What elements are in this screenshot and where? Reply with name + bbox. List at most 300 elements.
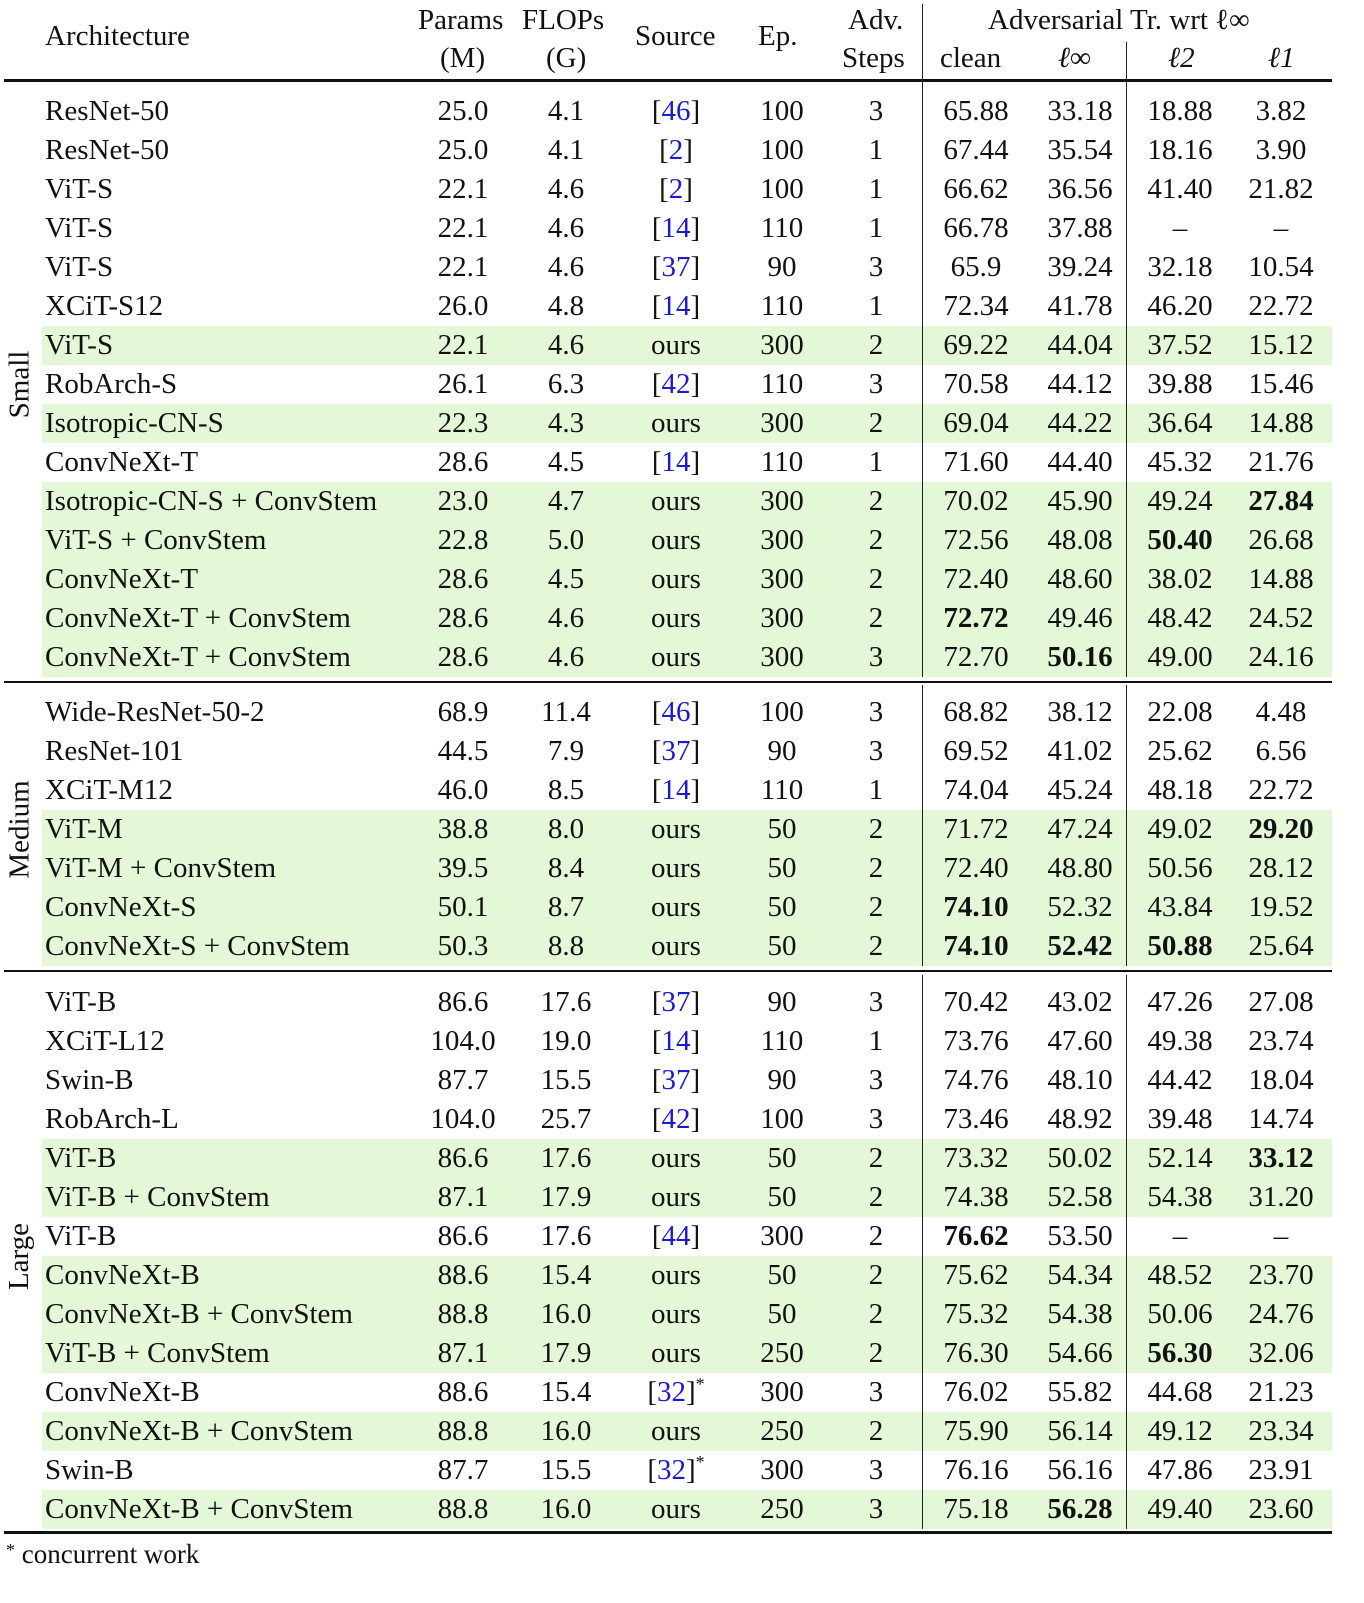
- cell-ep: 90: [767, 735, 797, 767]
- cell-ep: 300: [760, 602, 804, 634]
- cell-l2: 47.26: [1147, 986, 1213, 1018]
- cell-ep: 110: [760, 1025, 804, 1057]
- cell-l2: 49.00: [1147, 641, 1213, 673]
- cell-params: 22.1: [437, 173, 489, 205]
- cell-l1: 24.16: [1248, 641, 1314, 673]
- cell-l1: 27.08: [1248, 986, 1314, 1018]
- cell-architecture: ResNet-50: [45, 95, 170, 127]
- citation-link[interactable]: 37: [661, 1064, 691, 1096]
- cell-params: 88.8: [437, 1415, 489, 1447]
- cell-steps: 1: [868, 774, 884, 806]
- cell-source: [46]: [651, 696, 701, 728]
- cell-linf: 48.60: [1047, 563, 1113, 595]
- citation-link[interactable]: 37: [661, 251, 691, 283]
- header-flops-unit: (G): [546, 42, 587, 74]
- cell-ep: 110: [760, 774, 804, 806]
- column-divider: [1126, 82, 1127, 677]
- cell-linf: 47.60: [1047, 1025, 1113, 1057]
- cell-architecture: ViT-S: [45, 329, 114, 361]
- cell-linf: 53.50: [1047, 1220, 1113, 1252]
- cell-l2: 50.06: [1147, 1298, 1213, 1330]
- cell-ep: 250: [760, 1415, 804, 1447]
- cell-flops: 4.7: [547, 485, 585, 517]
- cell-source: [37]: [651, 1064, 701, 1096]
- cell-architecture: ConvNeXt-B + ConvStem: [45, 1415, 353, 1447]
- cell-architecture: ViT-M: [45, 813, 123, 845]
- cell-params: 28.6: [437, 563, 489, 595]
- header-clean: clean: [940, 42, 1002, 74]
- table-row: [4, 404, 1332, 443]
- cell-clean: 68.82: [943, 696, 1009, 728]
- column-divider: [1126, 685, 1127, 966]
- cell-linf: 50.02: [1047, 1142, 1113, 1174]
- cell-steps: 2: [868, 1337, 884, 1369]
- cell-steps: 2: [868, 1181, 884, 1213]
- cell-l2: 48.42: [1147, 602, 1213, 634]
- cell-l1: 23.74: [1248, 1025, 1314, 1057]
- cell-steps: 3: [868, 1376, 884, 1408]
- cell-l2: 48.18: [1147, 774, 1213, 806]
- cell-architecture: Swin-B: [45, 1064, 134, 1096]
- cell-flops: 4.6: [547, 251, 585, 283]
- cell-flops: 4.6: [547, 641, 585, 673]
- cell-flops: 16.0: [540, 1298, 592, 1330]
- cell-l1: 23.60: [1248, 1493, 1314, 1525]
- cell-source: ours: [651, 1181, 701, 1213]
- cell-flops: 4.6: [547, 173, 585, 205]
- table-row: [4, 170, 1332, 209]
- citation-link[interactable]: 42: [661, 1103, 691, 1135]
- cell-params: 25.0: [437, 134, 489, 166]
- header-source: Source: [635, 20, 716, 52]
- table-row: [4, 326, 1332, 365]
- citation-link[interactable]: 32: [657, 1454, 686, 1486]
- cell-ep: 300: [760, 1454, 804, 1486]
- cell-l1: 22.72: [1248, 290, 1314, 322]
- cell-ep: 300: [760, 485, 804, 517]
- table-row: [4, 1412, 1332, 1451]
- cell-l1: 32.06: [1248, 1337, 1314, 1369]
- cell-ep: 100: [760, 95, 804, 127]
- cell-ep: 250: [760, 1493, 804, 1525]
- section-medium: [4, 693, 1332, 966]
- cell-ep: 50: [767, 891, 797, 923]
- cell-steps: 2: [868, 1298, 884, 1330]
- cell-params: 28.6: [437, 641, 489, 673]
- cell-linf: 52.42: [1047, 930, 1113, 962]
- cell-steps: 2: [868, 930, 884, 962]
- cell-l1: 21.82: [1248, 173, 1314, 205]
- cell-linf: 56.16: [1047, 1454, 1113, 1486]
- cell-ep: 250: [760, 1337, 804, 1369]
- cell-linf: 48.10: [1047, 1064, 1113, 1096]
- cell-l1: 27.84: [1248, 485, 1314, 517]
- cell-l2: 18.16: [1147, 134, 1213, 166]
- cell-steps: 1: [868, 212, 884, 244]
- cell-steps: 2: [868, 485, 884, 517]
- cell-clean: 70.02: [943, 485, 1009, 517]
- cell-clean: 71.60: [943, 446, 1009, 478]
- citation-link[interactable]: 46: [661, 696, 691, 728]
- cell-clean: 65.9: [950, 251, 1002, 283]
- cell-clean: 76.30: [943, 1337, 1009, 1369]
- cell-linf: 48.80: [1047, 852, 1113, 884]
- cell-l1: 23.91: [1248, 1454, 1314, 1486]
- header-params: Params: [418, 4, 504, 36]
- section-small: [4, 92, 1332, 677]
- cell-linf: 44.12: [1047, 368, 1113, 400]
- cell-architecture: ViT-M + ConvStem: [45, 852, 277, 884]
- citation-link[interactable]: 14: [661, 1025, 691, 1057]
- citation-link[interactable]: 14: [661, 774, 691, 806]
- cell-source: [14]: [651, 1025, 701, 1057]
- cell-ep: 110: [760, 290, 804, 322]
- cell-l1: 3.82: [1255, 95, 1307, 127]
- cell-linf: 54.38: [1047, 1298, 1113, 1330]
- cell-params: 87.7: [437, 1064, 489, 1096]
- table-row: [4, 599, 1332, 638]
- citation-link[interactable]: 44: [661, 1220, 691, 1252]
- table-row: [4, 1100, 1332, 1139]
- table-row: [4, 443, 1332, 482]
- cell-source: ours: [651, 1493, 701, 1525]
- cell-architecture: ViT-B: [45, 1142, 117, 1174]
- table-row: [4, 1490, 1332, 1529]
- cell-source: ours: [651, 329, 701, 361]
- cell-l2: 49.38: [1147, 1025, 1213, 1057]
- cell-linf: 56.14: [1047, 1415, 1113, 1447]
- cell-l1: 31.20: [1248, 1181, 1314, 1213]
- cell-params: 50.1: [437, 891, 489, 923]
- citation-link[interactable]: 37: [661, 986, 691, 1018]
- cell-steps: 2: [868, 602, 884, 634]
- cell-clean: 72.40: [943, 852, 1009, 884]
- cell-source: ours: [651, 1259, 701, 1291]
- cell-clean: 66.78: [943, 212, 1009, 244]
- cell-l1: 4.48: [1255, 696, 1307, 728]
- header-rule: [4, 79, 1332, 82]
- cell-steps: 2: [868, 1415, 884, 1447]
- footnote-text: concurrent work: [21, 1539, 200, 1569]
- cell-params: 28.6: [437, 602, 489, 634]
- cell-source: [46]: [651, 95, 701, 127]
- cell-ep: 300: [760, 641, 804, 673]
- cell-source: [32]*: [647, 1452, 705, 1486]
- cell-l1: 19.52: [1248, 891, 1314, 923]
- cell-flops: 6.3: [547, 368, 585, 400]
- cell-clean: 76.62: [943, 1220, 1009, 1252]
- cell-steps: 2: [868, 407, 884, 439]
- cell-flops: 8.7: [547, 891, 585, 923]
- cell-flops: 8.8: [547, 930, 585, 962]
- cell-l1: –: [1273, 1220, 1289, 1252]
- cell-steps: 3: [868, 986, 884, 1018]
- cell-l1: 21.23: [1248, 1376, 1314, 1408]
- cell-architecture: RobArch-L: [45, 1103, 179, 1135]
- cell-ep: 100: [760, 696, 804, 728]
- cell-clean: 73.46: [943, 1103, 1009, 1135]
- cell-params: 87.7: [437, 1454, 489, 1486]
- cell-l2: 46.20: [1147, 290, 1213, 322]
- table-row: [4, 1061, 1332, 1100]
- table-row: [4, 92, 1332, 131]
- cell-flops: 7.9: [547, 735, 585, 767]
- cell-architecture: ViT-S: [45, 173, 114, 205]
- cell-flops: 4.1: [547, 95, 585, 127]
- citation-link[interactable]: 14: [661, 446, 691, 478]
- cell-linf: 52.58: [1047, 1181, 1113, 1213]
- cell-architecture: ConvNeXt-T: [45, 446, 199, 478]
- citation-link[interactable]: 2: [668, 173, 684, 205]
- cell-clean: 73.76: [943, 1025, 1009, 1057]
- cell-linf: 43.02: [1047, 986, 1113, 1018]
- cell-source: [14]: [651, 290, 701, 322]
- section-rule: [4, 970, 1332, 972]
- citation-link[interactable]: 14: [661, 212, 691, 244]
- cell-clean: 69.04: [943, 407, 1009, 439]
- cell-l2: –: [1172, 212, 1188, 244]
- section-label-large: Large: [3, 1222, 36, 1290]
- cell-ep: 300: [760, 1376, 804, 1408]
- cell-steps: 3: [868, 641, 884, 673]
- cell-params: 87.1: [437, 1181, 489, 1213]
- cell-architecture: ViT-B + ConvStem: [45, 1181, 270, 1213]
- cell-l1: 3.90: [1255, 134, 1307, 166]
- cell-steps: 2: [868, 1142, 884, 1174]
- cell-flops: 17.6: [540, 1220, 592, 1252]
- cell-l2: 36.64: [1147, 407, 1213, 439]
- cell-linf: 47.24: [1047, 813, 1113, 845]
- cell-ep: 90: [767, 251, 797, 283]
- cell-linf: 49.46: [1047, 602, 1113, 634]
- cell-l2: 22.08: [1147, 696, 1213, 728]
- cell-ep: 90: [767, 986, 797, 1018]
- cell-l2: 54.38: [1147, 1181, 1213, 1213]
- cell-params: 88.6: [437, 1259, 489, 1291]
- cell-l1: 14.74: [1248, 1103, 1314, 1135]
- cell-l1: 26.68: [1248, 524, 1314, 556]
- table-row: [4, 693, 1332, 732]
- cell-source: [14]: [651, 212, 701, 244]
- cell-l1: 14.88: [1248, 563, 1314, 595]
- cell-clean: 69.22: [943, 329, 1009, 361]
- cell-clean: 73.32: [943, 1142, 1009, 1174]
- cell-source: ours: [651, 1415, 701, 1447]
- cell-params: 88.8: [437, 1298, 489, 1330]
- cell-steps: 3: [868, 1103, 884, 1135]
- cell-flops: 4.6: [547, 602, 585, 634]
- header-epochs: Ep.: [758, 20, 798, 52]
- cell-architecture: ConvNeXt-T + ConvStem: [45, 641, 351, 673]
- cell-linf: 54.66: [1047, 1337, 1113, 1369]
- cell-l2: 49.40: [1147, 1493, 1213, 1525]
- cell-architecture: ConvNeXt-B: [45, 1376, 200, 1408]
- cell-ep: 100: [760, 1103, 804, 1135]
- citation-link[interactable]: 46: [661, 95, 691, 127]
- cell-source: [37]: [651, 251, 701, 283]
- cell-l1: –: [1273, 212, 1289, 244]
- citation-link[interactable]: 2: [668, 134, 684, 166]
- table-row: [4, 1451, 1332, 1490]
- cell-clean: 70.42: [943, 986, 1009, 1018]
- cell-steps: 2: [868, 891, 884, 923]
- cell-clean: 69.52: [943, 735, 1009, 767]
- cell-source: [42]: [651, 368, 701, 400]
- cell-clean: 70.58: [943, 368, 1009, 400]
- cell-steps: 3: [868, 95, 884, 127]
- cell-architecture: ViT-B + ConvStem: [45, 1337, 270, 1369]
- citation-link[interactable]: 42: [661, 368, 691, 400]
- cell-architecture: ConvNeXt-S + ConvStem: [45, 930, 350, 962]
- citation-link[interactable]: 37: [661, 735, 691, 767]
- cell-flops: 4.5: [547, 563, 585, 595]
- header-adv: Adv.: [848, 4, 904, 36]
- cell-clean: 72.40: [943, 563, 1009, 595]
- table-row: [4, 482, 1332, 521]
- cell-source: [2]: [659, 173, 693, 205]
- cell-source: [2]: [659, 134, 693, 166]
- cell-steps: 3: [868, 1064, 884, 1096]
- cell-l1: 21.76: [1248, 446, 1314, 478]
- table-row: [4, 521, 1332, 560]
- cell-source: ours: [651, 891, 701, 923]
- cell-steps: 2: [868, 329, 884, 361]
- cell-ep: 100: [760, 134, 804, 166]
- table-row: [4, 1295, 1332, 1334]
- cell-params: 22.1: [437, 251, 489, 283]
- footnote: [6, 1539, 199, 1570]
- cell-ep: 50: [767, 1181, 797, 1213]
- citation-link[interactable]: 32: [657, 1376, 686, 1408]
- cell-params: 46.0: [437, 774, 489, 806]
- cell-architecture: ConvNeXt-T + ConvStem: [45, 602, 351, 634]
- cell-flops: 17.9: [540, 1337, 592, 1369]
- cell-linf: 50.16: [1047, 641, 1113, 673]
- table-row: [4, 638, 1332, 677]
- cell-flops: 17.6: [540, 986, 592, 1018]
- cell-l1: 23.34: [1248, 1415, 1314, 1447]
- table-row: [4, 732, 1332, 771]
- header-architecture: Architecture: [45, 20, 190, 52]
- cell-flops: 4.1: [547, 134, 585, 166]
- cell-flops: 5.0: [547, 524, 585, 556]
- cell-ep: 50: [767, 1259, 797, 1291]
- table-row: [4, 1022, 1332, 1061]
- cell-params: 104.0: [430, 1025, 496, 1057]
- cell-clean: 75.32: [943, 1298, 1009, 1330]
- citation-link[interactable]: 14: [661, 290, 691, 322]
- header-linf: ℓ∞: [1058, 42, 1091, 74]
- bottom-rule: [4, 1531, 1332, 1534]
- cell-clean: 66.62: [943, 173, 1009, 205]
- cell-linf: 45.24: [1047, 774, 1113, 806]
- table-row: [4, 248, 1332, 287]
- cell-flops: 17.9: [540, 1181, 592, 1213]
- table-row: [4, 1139, 1332, 1178]
- cell-clean: 72.72: [943, 602, 1009, 634]
- cell-flops: 8.5: [547, 774, 585, 806]
- cell-source: ours: [651, 641, 701, 673]
- cell-source: ours: [651, 1337, 701, 1369]
- cell-architecture: ViT-S: [45, 212, 114, 244]
- cell-l1: 14.88: [1248, 407, 1314, 439]
- header-divider-right: [1126, 42, 1127, 82]
- cell-ep: 300: [760, 524, 804, 556]
- cell-source: [14]: [651, 774, 701, 806]
- cell-source: [42]: [651, 1103, 701, 1135]
- cell-steps: 2: [868, 563, 884, 595]
- cell-source: [32]*: [647, 1374, 705, 1408]
- cell-clean: 75.62: [943, 1259, 1009, 1291]
- cell-ep: 110: [760, 446, 804, 478]
- footnote-marker: *: [6, 1540, 15, 1560]
- cell-l2: 49.24: [1147, 485, 1213, 517]
- cell-steps: 3: [868, 735, 884, 767]
- cell-architecture: ViT-S: [45, 251, 114, 283]
- table-row: [4, 131, 1332, 170]
- cell-source: [37]: [651, 986, 701, 1018]
- header-l1: ℓ1: [1268, 42, 1295, 74]
- section-large: [4, 983, 1332, 1529]
- cell-params: 22.3: [437, 407, 489, 439]
- cell-flops: 4.6: [547, 329, 585, 361]
- table-row: [4, 1256, 1332, 1295]
- cell-source: ours: [651, 563, 701, 595]
- cell-flops: 17.6: [540, 1142, 592, 1174]
- cell-architecture: ViT-B: [45, 1220, 117, 1252]
- cell-steps: 2: [868, 524, 884, 556]
- cell-linf: 54.34: [1047, 1259, 1113, 1291]
- cell-linf: 48.08: [1047, 524, 1113, 556]
- cell-steps: 3: [868, 251, 884, 283]
- cell-flops: 4.8: [547, 290, 585, 322]
- cell-ep: 110: [760, 212, 804, 244]
- cell-params: 22.1: [437, 212, 489, 244]
- cell-l1: 10.54: [1248, 251, 1314, 283]
- cell-ep: 50: [767, 1298, 797, 1330]
- cell-ep: 50: [767, 930, 797, 962]
- cell-l1: 24.76: [1248, 1298, 1314, 1330]
- cell-source: ours: [651, 602, 701, 634]
- cell-steps: 1: [868, 134, 884, 166]
- table-row: [4, 287, 1332, 326]
- table-row: [4, 365, 1332, 404]
- cell-ep: 110: [760, 368, 804, 400]
- cell-ep: 100: [760, 173, 804, 205]
- cell-linf: 44.04: [1047, 329, 1113, 361]
- cell-params: 38.8: [437, 813, 489, 845]
- cell-params: 26.0: [437, 290, 489, 322]
- column-divider: [922, 975, 923, 1529]
- cell-flops: 4.6: [547, 212, 585, 244]
- table-row: [4, 927, 1332, 966]
- section-label-small: Small: [3, 350, 36, 419]
- cell-steps: 1: [868, 1025, 884, 1057]
- cell-flops: 15.4: [540, 1376, 592, 1408]
- cell-linf: 44.22: [1047, 407, 1113, 439]
- cell-l2: 49.02: [1147, 813, 1213, 845]
- cell-architecture: ViT-S + ConvStem: [45, 524, 267, 556]
- cell-params: 86.6: [437, 1142, 489, 1174]
- cell-linf: 52.32: [1047, 891, 1113, 923]
- cell-l2: 39.88: [1147, 368, 1213, 400]
- cell-clean: 65.88: [943, 95, 1009, 127]
- section-rule: [4, 681, 1332, 683]
- cell-steps: 3: [868, 368, 884, 400]
- cell-l2: 37.52: [1147, 329, 1213, 361]
- cell-l2: 45.32: [1147, 446, 1213, 478]
- cell-l2: 48.52: [1147, 1259, 1213, 1291]
